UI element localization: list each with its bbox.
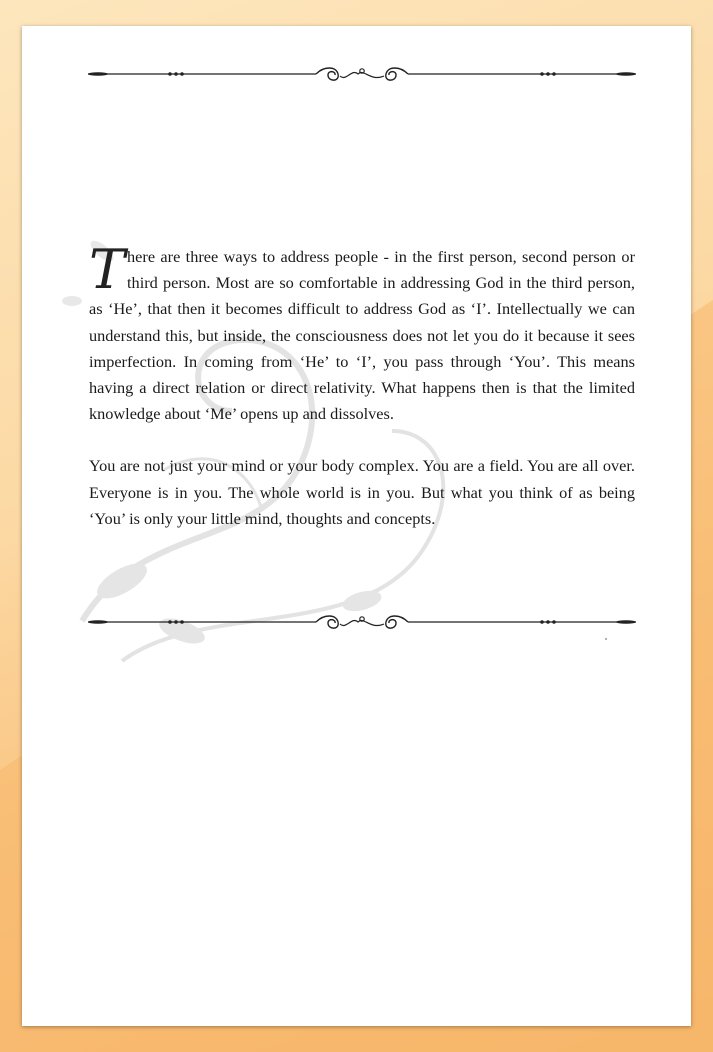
book-page	[22, 26, 691, 1026]
drop-cap: T	[89, 238, 126, 301]
ornamental-divider-bottom-icon	[88, 610, 636, 634]
speck	[605, 638, 607, 640]
paragraph-1-text: here are three ways to address people - in the first person, second person or third person. Most are so comfortable in addressing God in the third person, as ‘He’, that then it becomes difficult to address God as ‘I’. Intellectually we can understand this, but inside, the consciousness does not let you do it because it sees imperfection. In coming from ‘He’ to ‘I’, you pass through ‘You’. This means having a direct relation or direct relativity. What happens then is that the limited knowledge about ‘Me’ opens up and dissolves.	[89, 247, 635, 424]
paragraph-1	[89, 238, 635, 427]
paragraph-2: You are not just your mind or your body complex. You are a field. You are all over. Everyone is in you. The whole world is in you. But what you think of as being ‘You’ is only your little mind, thoughts and concepts.	[89, 456, 635, 528]
ornamental-divider-top-icon	[88, 62, 636, 86]
body-text	[89, 238, 635, 532]
